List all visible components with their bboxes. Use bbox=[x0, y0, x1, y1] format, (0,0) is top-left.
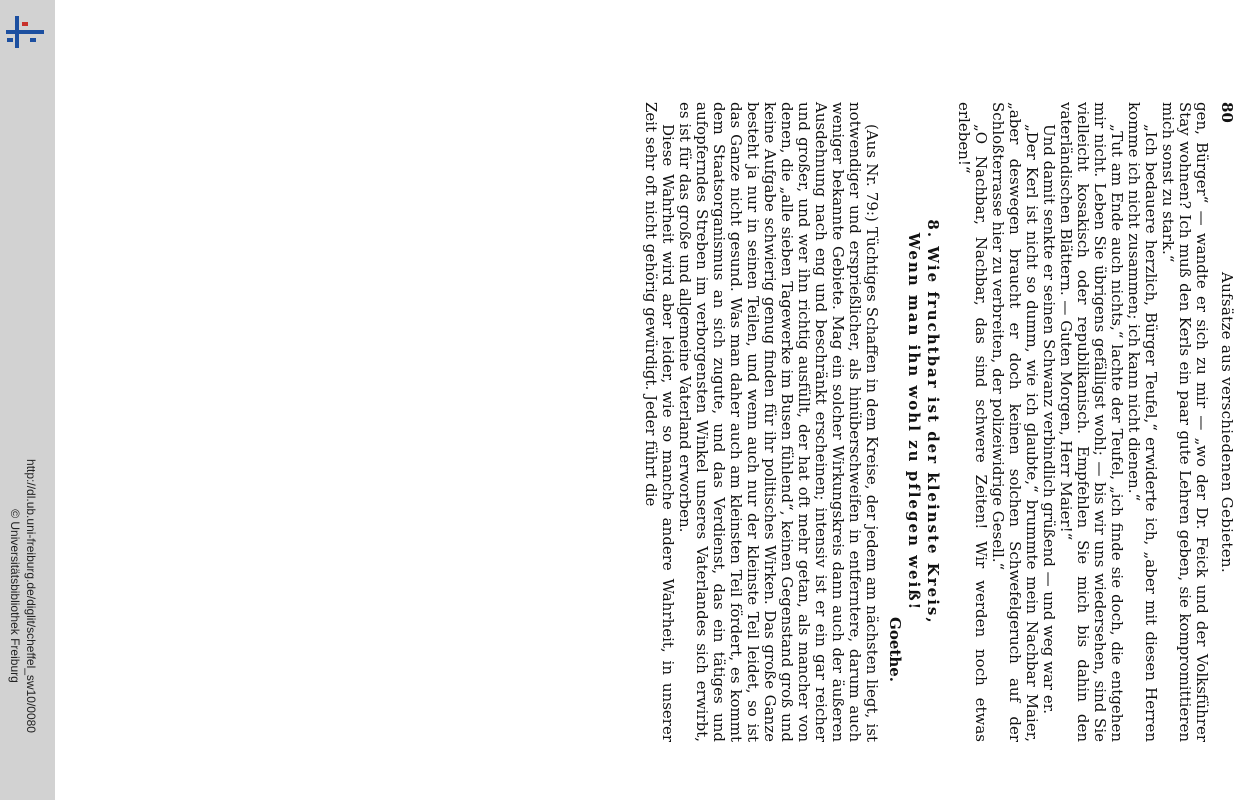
page-text-area bbox=[205, 102, 1235, 742]
paragraph: gen, Bürger“ — wandte er sich zu mir — „wo der Dr. Feick und der Volksführer Stay wohnen? Ich muß den Kerls ein paar gute Lehren geben, sie kompromittieren mich sonst zu stark.“ bbox=[1159, 102, 1211, 742]
viewer-sidebar bbox=[0, 0, 55, 800]
quote-attribution: Goethe. bbox=[886, 617, 904, 682]
paragraph: „O Nachbar, Nachbar, das sind schwere Zeiten! Wir werden noch etwas erleben!“ bbox=[955, 102, 990, 742]
paragraph: „Ich bedauere herzlich, Bürger Teufel,“ erwiderte ich, „aber mit diesen Herren komme ich nicht zusammen; ich kann nicht dienen.“ bbox=[1125, 102, 1160, 742]
paragraph: „Tut am Ende auch nichts,“ lachte der Teufel, „ich finde sie doch, die entgehen mir nicht. Leben Sie übrigens gefälligst wohl; — bis wir uns wiedersehen, sind Sie vielleicht kosakisch oder republikanisch. Empfehlen Sie mich bis dahin den vaterländischen Blättern. — Guten Morgen, Herr Maier!“ bbox=[1057, 102, 1126, 742]
running-title: Aufsätze aus verschiedenen Gebieten. bbox=[1218, 271, 1236, 573]
paragraph: Und damit senkte er seinen Schwanz verbindlich grüßend — und weg war er. bbox=[1040, 124, 1058, 715]
ub-freiburg-logo-icon bbox=[4, 14, 46, 50]
paragraph: „Der Kerl ist nicht so dumm, wie ich glaubte,“ brummte mein Nachbar Maier, „aber deswegen braucht er doch keinen solchen Schwefelgeruch auf der Schloßterrasse hier zu verbreiten, der polizeiwidrige Gesell.“ bbox=[989, 102, 1041, 742]
section-heading: 8. Wie fruchtbar ist der kleinste Kreis, bbox=[924, 219, 942, 625]
source-url[interactable]: http://dl.ub.uni-freiburg.de/diglit/scheffel_sw10/0080 bbox=[24, 459, 38, 733]
paragraph: (Aus Nr. 79:) Tüchtiges Schaffen in dem Kreise, der jedem am nächsten liegt, ist notwendiger und ersprießlicher, als hinüberschweifen in entferntere, darum auch weniger bekannte Gebiete. Mag ein solcher Wirkungskreis dann auch der äußeren Ausdehnung nach eng und beschränkt erscheinen; intensiv ist er ein gar reicher und großer, und wer ihn richtig ausfüllt, der hat oft mehr getan, als mancher von denen, die „alle sieben Tagewerke im Busen fühlend“, keinen Gegenstand groß und keine Aufgabe schwierig genug finden für ihr politisches Wirken. Das große Ganze besteht ja nur in seinen Teilen, und wenn auch nur der kleinste Teil leidet, so ist das Ganze nicht gesund. Was man daher auch am kleinsten Teil fördert, es kommt dem Staatsorganismus an sich zugute, und das Verdienst, das ein tätiges und aufopferndes Streben im verborgensten Winkel unseres Vaterlandes sich erwirbt, es ist für das große und allgemeine Vaterland erworben. bbox=[676, 102, 881, 742]
scanned-page bbox=[55, 0, 1250, 800]
source-url-vertical[interactable] bbox=[7, 401, 39, 791]
paragraph: Diese Wahrheit wird aber leider, wie so manche andere Wahrheit, in unserer Zeit sehr oft nicht gehörig gewürdigt. Jeder führt die bbox=[642, 102, 677, 742]
page-number: 80 bbox=[1218, 102, 1236, 123]
section-subheading: Wenn man ihn wohl zu pflegen weiß! bbox=[905, 232, 923, 612]
page-content bbox=[205, 102, 1235, 742]
copyright-notice: © Universitätsbibliothek Freiburg bbox=[8, 509, 22, 683]
page-header bbox=[1218, 102, 1235, 742]
